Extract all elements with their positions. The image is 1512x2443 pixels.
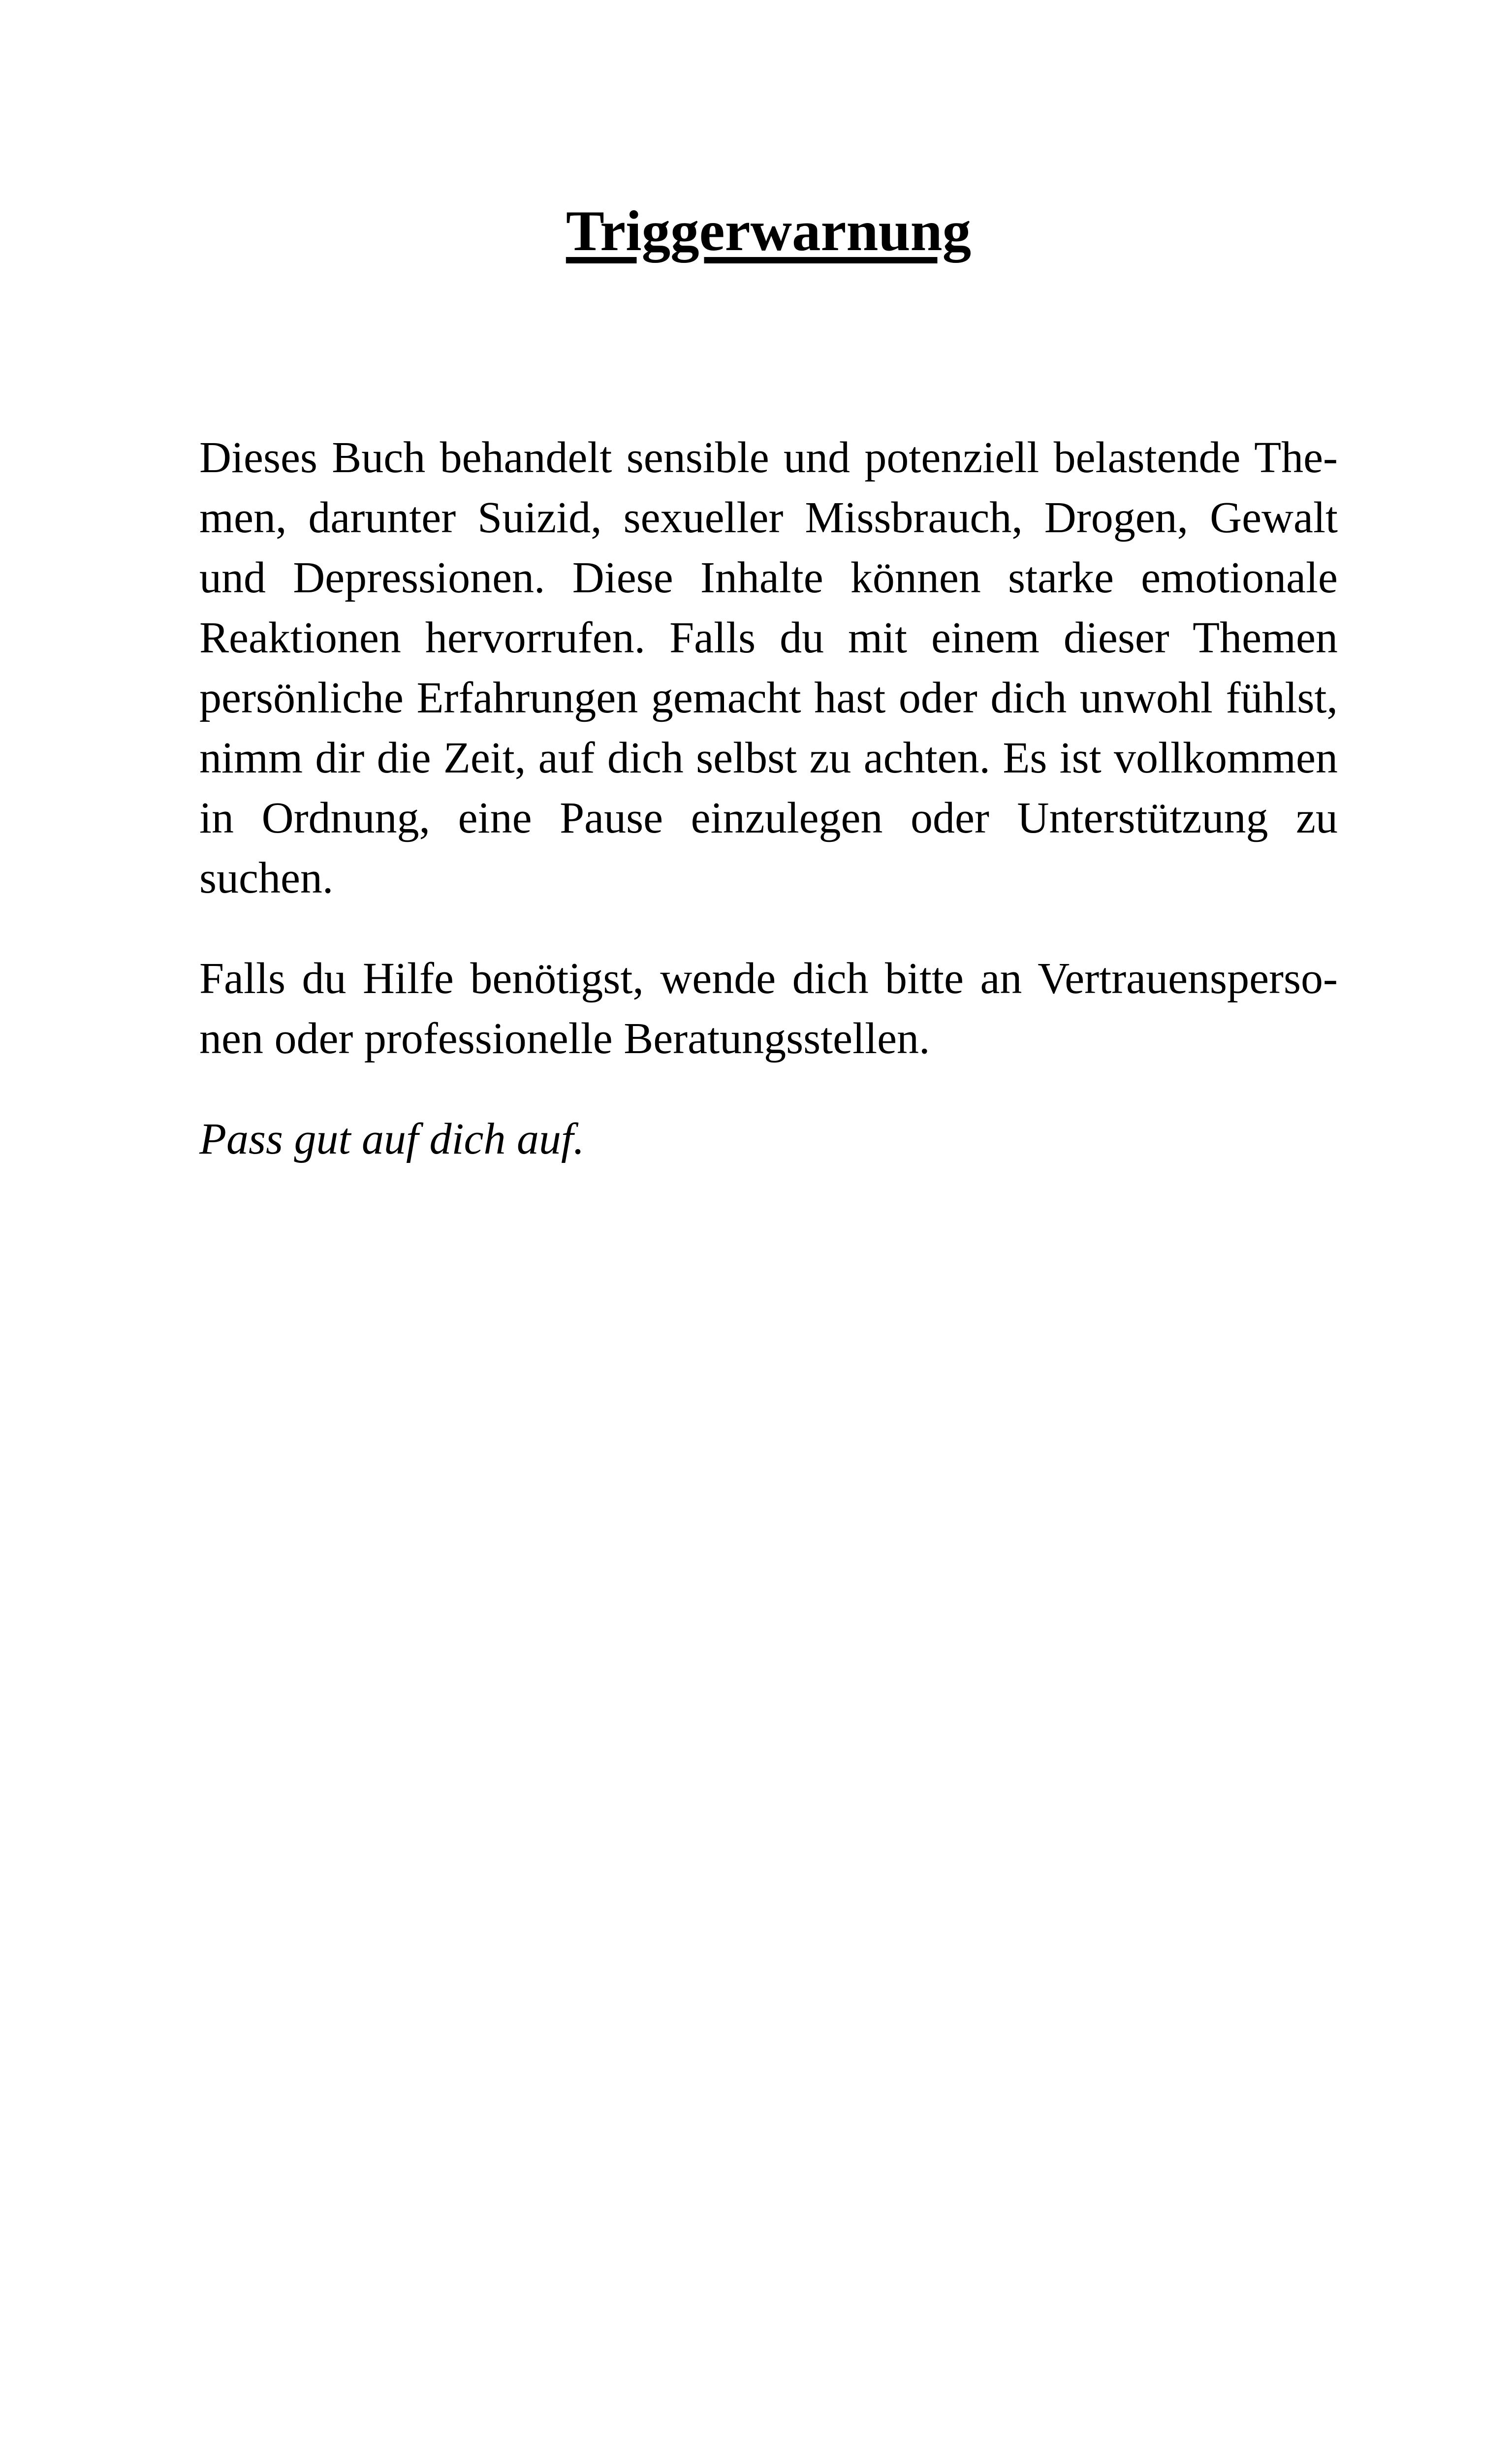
text-line: Pass gut auf dich auf.	[199, 1115, 585, 1163]
paragraph	[199, 428, 1338, 908]
text-line: Falls du Hilfe benötigst, wende dich bitte an Vertrauensperso-	[199, 954, 1338, 1003]
text-line: und Depressionen. Diese Inhalte können starke emotionale	[199, 553, 1338, 602]
paragraph	[199, 1109, 1338, 1169]
text-line: in Ordnung, eine Pause einzulegen oder Unterstützung zu	[199, 794, 1338, 842]
text-line: Reaktionen hervorrufen. Falls du mit einem dieser Themen	[199, 613, 1338, 662]
text-line: men, darunter Suizid, sexueller Missbrauch, Drogen, Gewalt	[199, 493, 1338, 542]
paragraph	[199, 949, 1338, 1069]
page-title: Triggerwarnung	[566, 199, 972, 263]
text-line: nen oder professionelle Beratungsstellen.	[199, 1014, 930, 1063]
text-block	[199, 428, 1338, 1169]
page-content	[0, 197, 1338, 1169]
text-line: nimm dir die Zeit, auf dich selbst zu achten. Es ist vollkommen	[199, 734, 1338, 782]
text-line: suchen.	[199, 854, 334, 902]
text-line: persönliche Erfahrungen gemacht hast oder dich unwohl fühlst,	[199, 674, 1338, 722]
text-line: Dieses Buch behandelt sensible und potenziell belastende The-	[199, 433, 1338, 482]
